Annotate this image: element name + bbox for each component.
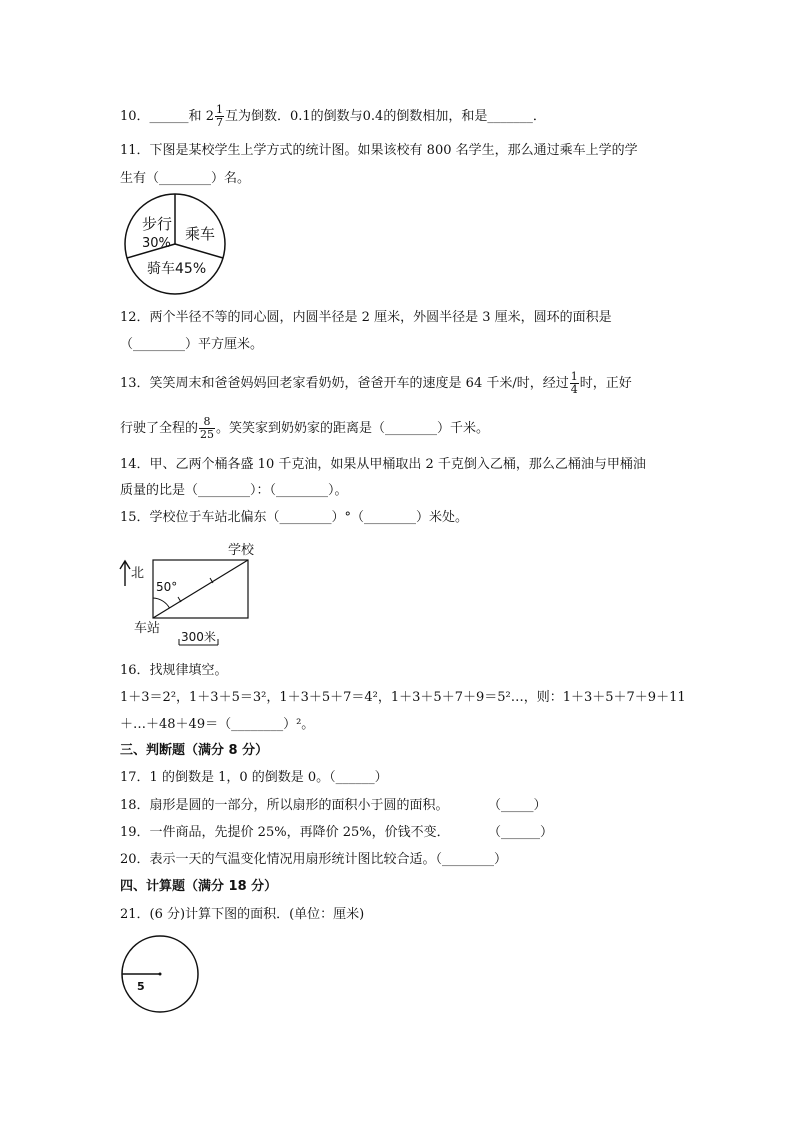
q10-number: 10． <box>120 109 150 124</box>
map-label-angle: 50° <box>156 580 178 594</box>
q10-fraction: $\frac{1}{7}$ <box>215 103 223 129</box>
pie-divider-right <box>175 244 223 258</box>
radius-label: 5 <box>137 980 145 993</box>
map-label-school: 学校 <box>228 543 255 558</box>
q12-line-2: （________）平方厘米。 <box>120 337 264 352</box>
q10-whole: 2 <box>205 109 214 124</box>
q10-text-b: 互为倒数．0.1的倒数与0.4的倒数相加，和是 <box>224 109 488 124</box>
q14-line-1: 14．甲、乙两个桶各盛 10 千克油，如果从甲桶取出 2 千克倒入乙桶，那么乙桶油与甲桶油 <box>120 457 646 472</box>
question-18: 18．扇形是圆的一部分，所以扇形的面积小于圆的面积。 <box>120 798 449 813</box>
center-dot <box>159 973 162 976</box>
q14-line-2: 质量的比是（________）：（________）。 <box>120 483 348 498</box>
q13-line-1 <box>120 371 632 396</box>
q13-text-d: 。笑笑家到奶奶家的距离是（________）千米。 <box>216 421 490 436</box>
q16-line-1: 16．找规律填空。 <box>120 663 228 678</box>
q13-fraction-1: $\frac{1}{4}$ <box>570 370 578 396</box>
q10-blank-1[interactable]: ______ <box>149 109 189 124</box>
question-20: 20．表示一天的气温变化情况用扇形统计图比较合适。（________） <box>120 852 508 867</box>
question-10 <box>120 104 546 129</box>
question-17: 17．1 的倒数是 1，0 的倒数是 0。（______） <box>120 770 388 785</box>
map-label-scale: 300米 <box>181 630 216 644</box>
q12-line-1: 12．两个半径不等的同心圆，内圆半径是 2 厘米，外圆半径是 3 厘米，圆环的面积是 <box>120 310 612 325</box>
pie-label-walk-pct: 30% <box>142 236 171 251</box>
pie-label-bus: 乘车 <box>185 225 216 243</box>
q13-text-a: 13．笑笑周末和爸爸妈妈回老家看奶奶，爸爸开车的速度是 64 千米/时，经过 <box>120 376 569 391</box>
q10-blank-2[interactable]: _______ <box>487 109 533 124</box>
q19-blank[interactable]: （______） <box>488 825 554 840</box>
pie-label-bike: 骑车45% <box>147 261 207 277</box>
map-label-north: 北 <box>131 566 145 581</box>
circle-figure <box>120 934 202 1016</box>
section-4-heading: 四、计算题（满分 18 分） <box>120 879 278 894</box>
q13-line-2 <box>120 416 489 441</box>
q13-fraction-2: $\frac{8}{25}$ <box>200 415 215 441</box>
q11-line-1: 11．下图是某校学生上学方式的统计图。如果该校有 800 名学生，那么通过乘车上学的学 <box>120 143 638 158</box>
q13-text-b: 时，正好 <box>579 376 632 391</box>
q16-line-3: ＋…＋48＋49＝（________）²。 <box>120 717 315 732</box>
map-diagram <box>118 540 258 650</box>
q10-text-a: 和 <box>188 109 206 124</box>
q16-line-2: 1＋3＝2²，1＋3＋5＝3²，1＋3＋5＋7＝4²，1＋3＋5＋7＋9＝5²…，则：1＋3＋5＋7＋9＋11 <box>120 690 686 705</box>
q15-line-1: 15．学校位于车站北偏东（________）°（________）米处。 <box>120 510 469 525</box>
pie-label-walk: 步行 <box>142 215 173 233</box>
question-19: 19．一件商品，先提价 25%，再降价 25%，价钱不变． <box>120 825 450 840</box>
pie-chart <box>123 199 227 289</box>
q11-line-2: 生有（________）名。 <box>120 171 251 186</box>
q13-text-c: 行驶了全程的 <box>120 421 199 436</box>
map-label-station: 车站 <box>134 621 161 636</box>
section-3-heading: 三、判断题（满分 8 分） <box>120 743 269 758</box>
q18-blank[interactable]: （_____） <box>488 798 547 813</box>
question-21: 21．(6 分)计算下图的面积．(单位：厘米) <box>120 907 365 922</box>
q10-end: ． <box>532 109 546 124</box>
angle-arc <box>153 598 170 608</box>
